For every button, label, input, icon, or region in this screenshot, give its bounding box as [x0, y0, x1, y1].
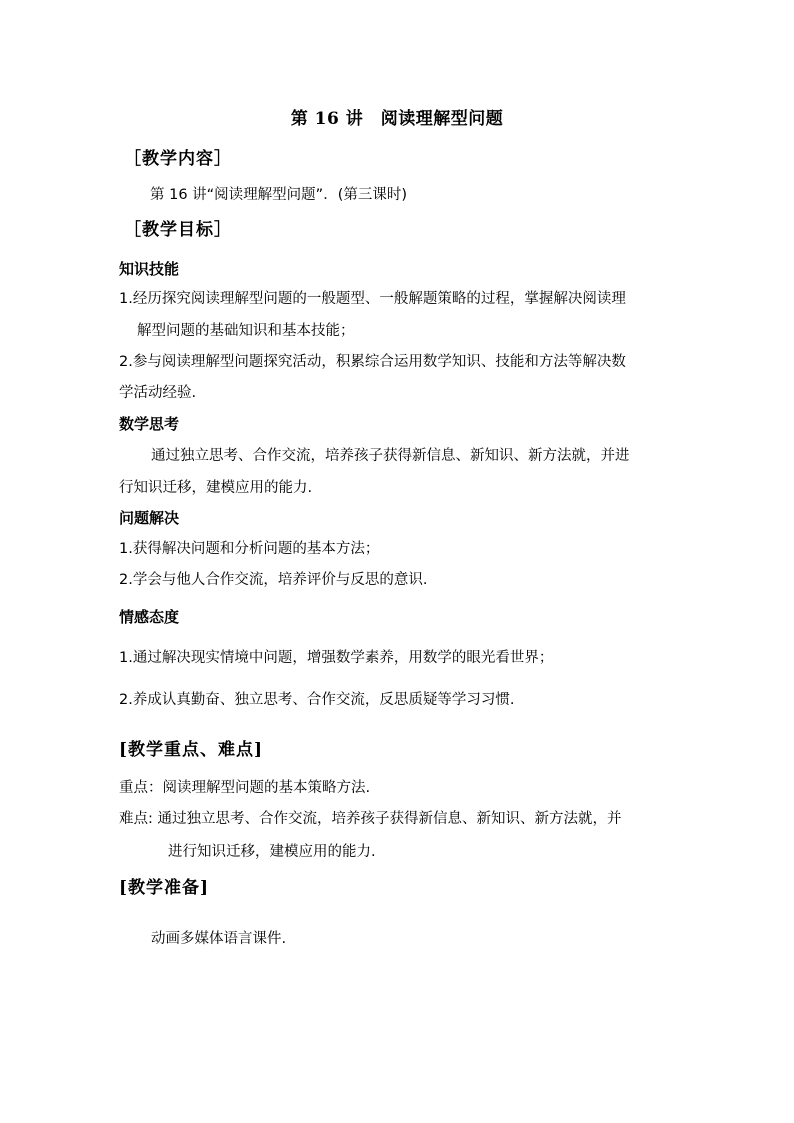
heading-key-points: [教学重点、难点]	[119, 740, 264, 760]
heading-teaching-content: ［教学内容］	[124, 149, 232, 169]
knowledge-item-2-line-2: 学活动经验.	[119, 385, 197, 401]
subheading-emotion-attitude: 情感态度	[119, 608, 180, 626]
key-point-text: 重点：阅读理解型问题的基本策略方法.	[119, 780, 371, 796]
emotion-item-2: 2.养成认真勤奋、独立思考、合作交流，反思质疑等学习习惯.	[119, 692, 515, 708]
thinking-line-1: 通过独立思考、合作交流，培养孩子获得新信息、新知识、新方法就，并进	[151, 448, 630, 464]
difficult-point-line-2: 进行知识迁移，建模应用的能力.	[168, 844, 376, 860]
subheading-math-thinking: 数学思考	[119, 415, 180, 433]
knowledge-item-1-line-1: 1.经历探究阅读理解型问题的一般题型、一般解题策略的过程，掌握解决阅读理	[119, 291, 626, 307]
page-title: 第 16 讲 阅读理解型问题	[290, 109, 504, 129]
subheading-problem-solving: 问题解决	[119, 509, 180, 527]
heading-teaching-prep: [教学准备]	[119, 878, 210, 898]
teaching-content-text: 第 16 讲“阅读理解型问题”．(第三课时)	[150, 187, 408, 203]
thinking-line-2: 行知识迁移，建模应用的能力.	[119, 480, 313, 496]
problem-item-2: 2.学会与他人合作交流，培养评价与反思的意识.	[119, 572, 428, 588]
teaching-prep-text: 动画多媒体语言课件.	[151, 931, 287, 947]
knowledge-item-1-line-2: 解型问题的基础知识和基本技能；	[137, 323, 355, 339]
heading-teaching-goals: ［教学目标］	[124, 220, 232, 240]
subheading-knowledge-skills: 知识技能	[119, 260, 180, 278]
problem-item-1: 1.获得解决问题和分析问题的基本方法；	[119, 541, 380, 557]
emotion-item-1: 1.通过解决现实情境中问题，增强数学素养，用数学的眼光看世界；	[119, 650, 554, 666]
knowledge-item-2-line-1: 2.参与阅读理解型问题探究活动，积累综合运用数学知识、技能和方法等解决数	[119, 354, 626, 370]
difficult-point-line-1: 难点: 通过独立思考、合作交流，培养孩子获得新信息、新知识、新方法就，并	[119, 811, 622, 827]
